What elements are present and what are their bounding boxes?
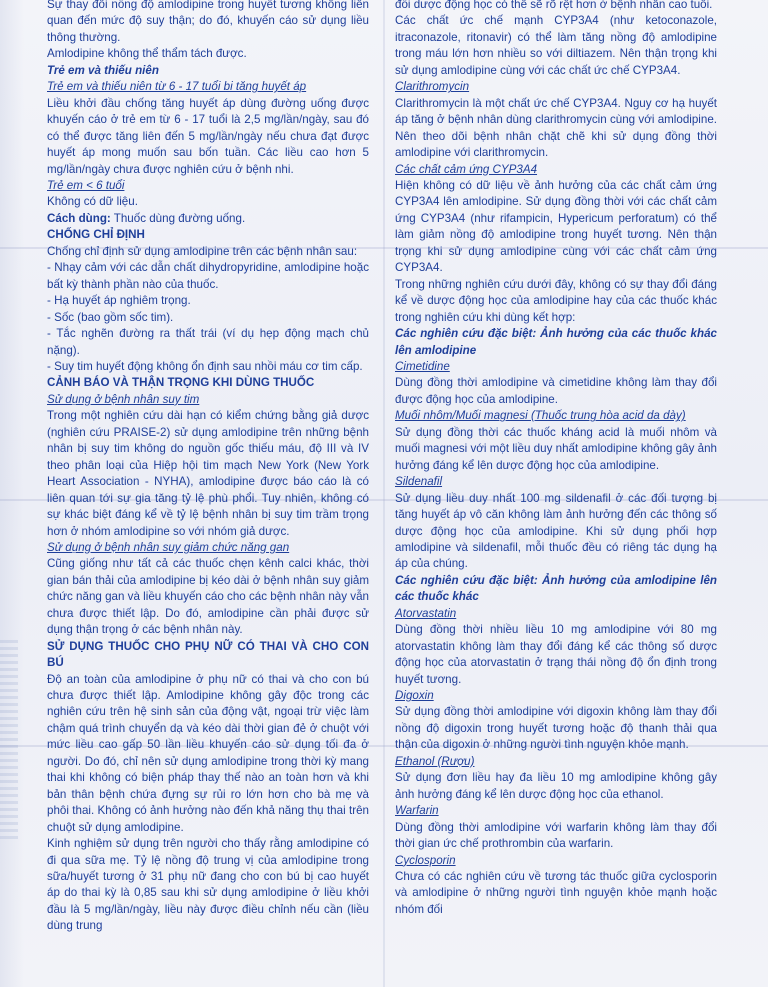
topic-heading: Sử dụng ở bệnh nhân suy tim [47, 392, 200, 406]
section-heading: CẢNH BÁO VÀ THẬN TRỌNG KHI DÙNG THUỐC [47, 376, 315, 390]
body-paragraph: Cũng giống như tất cả các thuốc chẹn kênh calci khác, thời gian bán thải của amlodipine bị kéo dài ở bệnh nhân suy giảm chức năng gan và liều khuyến cáo cho các bệnh nhân này vẫn chưa được thiết lập. Do đó, amlodipine cần phải được sử dụng thận trọng ở các bệnh nhân này. [47, 557, 369, 637]
usage-paragraph [47, 211, 369, 227]
body-paragraph: đồi dược động học có thể sẽ rõ rệt hơn ở bệnh nhân cao tuổi. [395, 0, 713, 11]
body-paragraph: - Tắc nghẽn đường ra thất trái (ví dụ hẹp động mạch chủ nặng). [47, 327, 369, 357]
scan-edge-marks [0, 640, 18, 840]
body-paragraph: Dùng đồng thời amlodipine với warfarin không làm thay đổi thời gian ức chế prothrombin của warfarin. [395, 820, 717, 851]
body-paragraph: Hiện không có dữ liệu về ảnh hưởng của các chất cảm ứng CYP3A4 lên amlodipine. Sử dụng đồng thời với các chất cảm ứng CYP3A4 (như rifampicin, Hypericum perforatum) có thể làm giảm nồng độ amlodipine trong huyết tương. Nên thận trọng khi sử dụng amlodipine cùng với các chất cảm ứng CYP3A4. [395, 178, 717, 275]
topic-heading: Trẻ em < 6 tuổi [47, 178, 125, 192]
body-paragraph: Không có dữ liệu. [47, 195, 138, 209]
body-paragraph: Liều khởi đầu chống tăng huyết áp dùng đường uống được khuyến cáo ở trẻ em từ 6 - 17 tuổi là 2,5 mg/lần/ngày, sau đó có thể được tăng liên đến 5 mg/lần/ngày nếu chưa đạt được huyết áp mong muốn sau bốn tuần. Các liều cao hơn 5 mg/lần/ngày chưa được nghiên cứu ở bệnh nhi. [47, 96, 369, 176]
body-paragraph: Chống chỉ định sử dụng amlodipine trên các bệnh nhân sau: [47, 244, 358, 258]
body-paragraph: - Sốc (bao gồm sốc tim). [47, 310, 174, 324]
usage-label: Cách dùng: [47, 211, 111, 225]
body-paragraph: Clarithromycin là một chất ức chế CYP3A4. Nguy cơ hạ huyết áp tăng ở bệnh nhân dùng clarithromycin cùng với amlodipine. Nên theo dõi bệnh nhân chặt chẽ khi sử dụng đồng thời amlodipine với clarithromycin. [395, 96, 717, 160]
body-paragraph: Dùng đồng thời amlodipine và cimetidine không làm thay đổi được động học của amlodipine. [395, 376, 717, 406]
body-paragraph: - Suy tim huyết động không ổn định sau nhồi máu cơ tim cấp. [47, 359, 363, 373]
body-paragraph: Các chất ức chế mạnh CYP3A4 (như ketoconazole, itraconazole, ritonavir) có thể làm tăng nồng độ amlodipine trong máu lớn hơn nhiều so với diltiazem. Nên thận trọng khi sử dụng amlodipine cùng với các chất ức chế CYP3A4. [395, 14, 717, 77]
topic-heading: Clarithromycin [395, 80, 470, 94]
subsection-heading: Các nghiên cứu đặc biệt: Ảnh hưởng của amlodipine lên các thuốc khác [395, 573, 717, 604]
subsection-heading: Trẻ em và thiếu niên [47, 63, 159, 77]
topic-heading: Các chất cảm ứng CYP3A4 [395, 162, 538, 176]
topic-heading: Sildenafil [395, 475, 443, 489]
topic-heading: Muối nhôm/Muối magnesi (Thuốc trung hòa acid dạ dày) [395, 409, 686, 423]
body-paragraph: - Hạ huyết áp nghiêm trọng. [47, 294, 191, 308]
topic-heading: Warfarin [395, 804, 439, 818]
topic-heading: Trẻ em và thiếu niên từ 6 - 17 tuổi bị tăng huyết áp [47, 80, 307, 94]
left-column [47, 0, 369, 935]
topic-heading: Atorvastatin [395, 606, 457, 620]
body-paragraph: Dùng đồng thời nhiều liều 10 mg amlodipine với 80 mg atorvastatin không làm thay đổi đáng kể các thông số dược động học của atorvastatin ở trạng thái nồng độ ổn định trong huyết tương. [395, 623, 717, 686]
body-paragraph: Trong những nghiên cứu dưới đây, không có sự thay đổi đáng kể về dược động học của amlodipine hay của các thuốc khác trong nghiên cứu khi dùng kết hợp: [395, 277, 717, 324]
body-paragraph: Amlodipine không thể thẩm tách được. [47, 47, 247, 61]
body-paragraph: Sử dụng đơn liều hay đa liều 10 mg amlodipine không gây ảnh hưởng đáng kể lên dược động học của ethanol. [395, 771, 717, 801]
topic-heading: Digoxin [395, 689, 434, 703]
topic-heading: Sử dụng ở bệnh nhân suy giảm chức năng gan [47, 540, 290, 554]
body-paragraph: Sử dụng đồng thời amlodipine với digoxin không làm thay đổi nồng độ digoxin trong huyết tương hoặc độ thanh thải qua thận của digoxin ở những người tình nguyện khỏe mạnh. [395, 705, 717, 752]
subsection-heading: Các nghiên cứu đặc biệt: Ảnh hưởng của các thuốc khác lên amlodipine [395, 327, 717, 357]
body-paragraph: Chưa có các nghiên cứu về tương tác thuốc giữa cyclosporin và amlodipine ở những người tình nguyện khỏe mạnh hoặc nhóm đối [395, 870, 717, 916]
column-gutter [383, 0, 385, 987]
body-paragraph: Sử dụng liều duy nhất 100 mg sildenafil ở các đối tượng bị tăng huyết áp vô căn không làm ảnh hưởng đến các thông số dược động học của amlodipine. Khi sử dụng phối hợp amlodipine và sildenafil, mỗi thuốc đều có riêng tác dụng hạ áp của chúng. [395, 491, 717, 571]
topic-heading: Cyclosporin [395, 853, 456, 867]
body-paragraph: Sự thay đổi nồng độ amlodipine trong huyết tương không liên quan đến mức độ suy thận; do đó, khuyến cáo sử dụng liều thông thường. [47, 0, 369, 44]
section-heading: CHỐNG CHỈ ĐỊNH [47, 228, 145, 242]
body-paragraph: Sử dụng đồng thời các thuốc kháng acid là muối nhôm và muối magnesi với một liều duy nhất amlodipine không gây ảnh hưởng đáng kể lên dược động học của amlodipine. [395, 425, 717, 472]
body-paragraph: Trong một nghiên cứu dài hạn có kiểm chứng bằng giả dược (nghiên cứu PRAISE-2) sử dụng amlodipine trên những bệnh nhân bị suy tim không do nguồn gốc thiếu máu, độ III và IV theo phân loại của Hiệp hội tim mạch New York (New York Heart Association - NYHA), amlodipine được báo cáo là có liên quan tới sự gia tăng tỷ lệ phù phổi. Tuy nhiên, không có sự khác biệt đáng kể về tỷ lệ bệnh nhân bị suy tim trầm trọng hơn ở nhóm amlodipine so với nhóm giả dược. [47, 409, 369, 538]
usage-text: Thuốc dùng đường uống. [110, 211, 246, 225]
section-heading: SỬ DỤNG THUỐC CHO PHỤ NỮ CÓ THAI VÀ CHO CON BÚ [47, 639, 369, 670]
topic-heading: Ethanol (Rượu) [395, 754, 475, 768]
body-paragraph: Độ an toàn của amlodipine ở phụ nữ có thai và cho con bú chưa được thiết lập. Amlodipine không gây độc trong các nghiên cứu trên hệ sinh sản của động vật, ngoại trừ việc làm chậm quá trình chuyển dạ và kéo dài thời gian đẻ ở chuột với mức liều cao gấp 50 lần liều khuyến cáo sử dụng tối đa ở người. Do đó, chỉ nên sử dụng amlodipine trong thời kỳ mang thai khi không có biện pháp thay thế nào an toàn hơn và khi bản thân bệnh chứa đựng sự rủi ro lớn hơn cho bà mẹ và phôi thai. Không có ảnh hưởng nào đến khả năng thụ thai trên chuột sử dụng amlodipine. [47, 672, 369, 834]
body-paragraph: - Nhạy cảm với các dẫn chất dihydropyridine, amlodipine hoặc bất kỳ thành phần nào của thuốc. [47, 261, 369, 291]
body-paragraph: Kinh nghiệm sử dụng trên người cho thấy rằng amlodipine có đi qua sữa mẹ. Tỷ lệ nồng độ trung vị của amlodipine trong sữa/huyết tương ở 31 phụ nữ đang cho con bú bị cao huyết áp do thai kỳ là 0,85 sau khi sử dụng amlodipine ở liều khởi đầu là 5 mg/lần/ngày, liều này được điều chỉnh nếu cần (liều dùng trung [47, 837, 369, 933]
right-column [395, 0, 717, 918]
topic-heading: Cimetidine [395, 359, 450, 373]
